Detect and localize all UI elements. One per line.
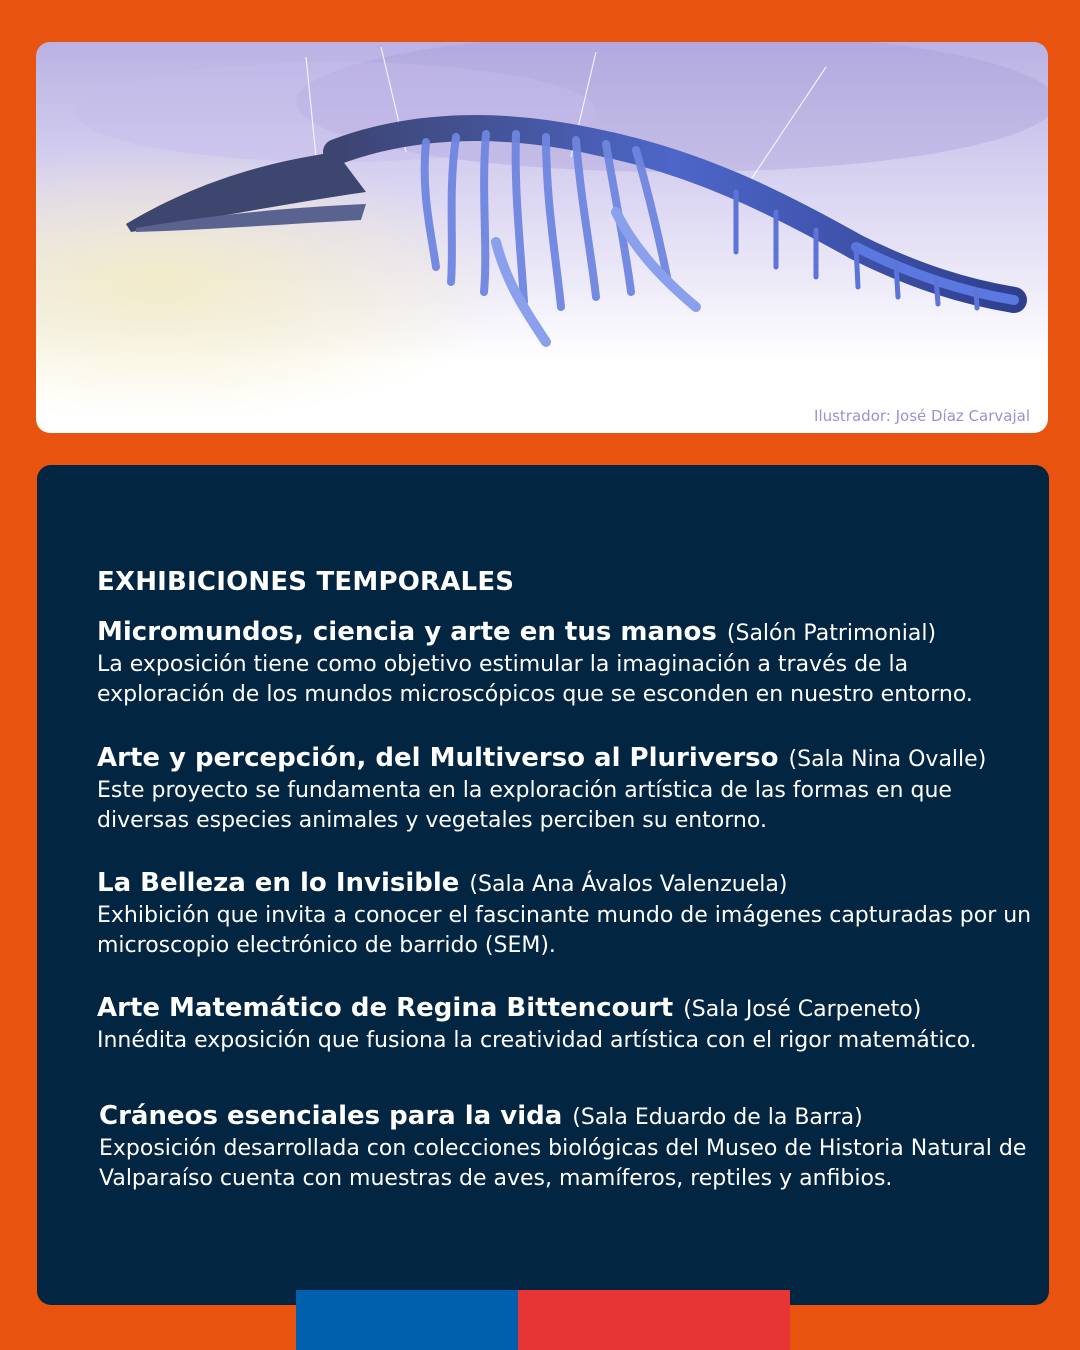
- exhibition-title: Micromundos, ciencia y arte en tus manos: [97, 617, 717, 647]
- exhibition-item: [99, 1099, 1039, 1194]
- exhibition-description: Este proyecto se fundamenta en la exploración artística de las formas en que diversas especies animales y vegetales perciben su entorno.: [97, 778, 952, 833]
- exhibitions-panel: [37, 465, 1049, 1305]
- exhibition-title: Arte y percepción, del Multiverso al Pluriverso: [97, 743, 779, 773]
- exhibition-description: Exposición desarrollada con colecciones biológicas del Museo de Historia Natural de Valparaíso cuenta con muestras de aves, mamíferos, reptiles y anfibios.: [99, 1136, 1027, 1191]
- exhibition-description: Innédita exposición que fusiona la creatividad artística con el rigor matemático.: [97, 1028, 977, 1053]
- exhibition-item: [97, 991, 1037, 1056]
- flag-stripe-blue: [296, 1290, 518, 1350]
- illustrator-credit: Ilustrador: José Díaz Carvajal: [814, 407, 1030, 425]
- exhibition-item: [97, 615, 1037, 710]
- exhibition-venue: (Sala Ana Ávalos Valenzuela): [469, 872, 788, 897]
- exhibition-item: [97, 866, 1037, 961]
- section-title: EXHIBICIONES TEMPORALES: [97, 567, 515, 597]
- exhibition-description: La exposición tiene como objetivo estimular la imaginación a través de la exploración de los mundos microscópicos que se esconden en nuestro entorno.: [97, 652, 973, 707]
- exhibition-venue: (Salón Patrimonial): [726, 621, 937, 646]
- flag-stripe-red: [518, 1290, 790, 1350]
- exhibition-title: Arte Matemático de Regina Bittencourt: [97, 993, 674, 1023]
- exhibition-description: Exhibición que invita a conocer el fascinante mundo de imágenes capturadas por un microscopio electrónico de barrido (SEM).: [97, 903, 1032, 958]
- exhibition-venue: (Sala Nina Ovalle): [788, 747, 987, 772]
- exhibition-venue: (Sala José Carpeneto): [683, 997, 922, 1022]
- exhibition-venue: (Sala Eduardo de la Barra): [572, 1105, 863, 1130]
- exhibition-title: La Belleza en lo Invisible: [97, 868, 460, 898]
- whale-skeleton-illustration: [36, 42, 1048, 433]
- exhibition-title: Cráneos esenciales para la vida: [99, 1101, 563, 1131]
- exhibition-item: [97, 741, 1037, 836]
- hero-illustration: [36, 42, 1048, 433]
